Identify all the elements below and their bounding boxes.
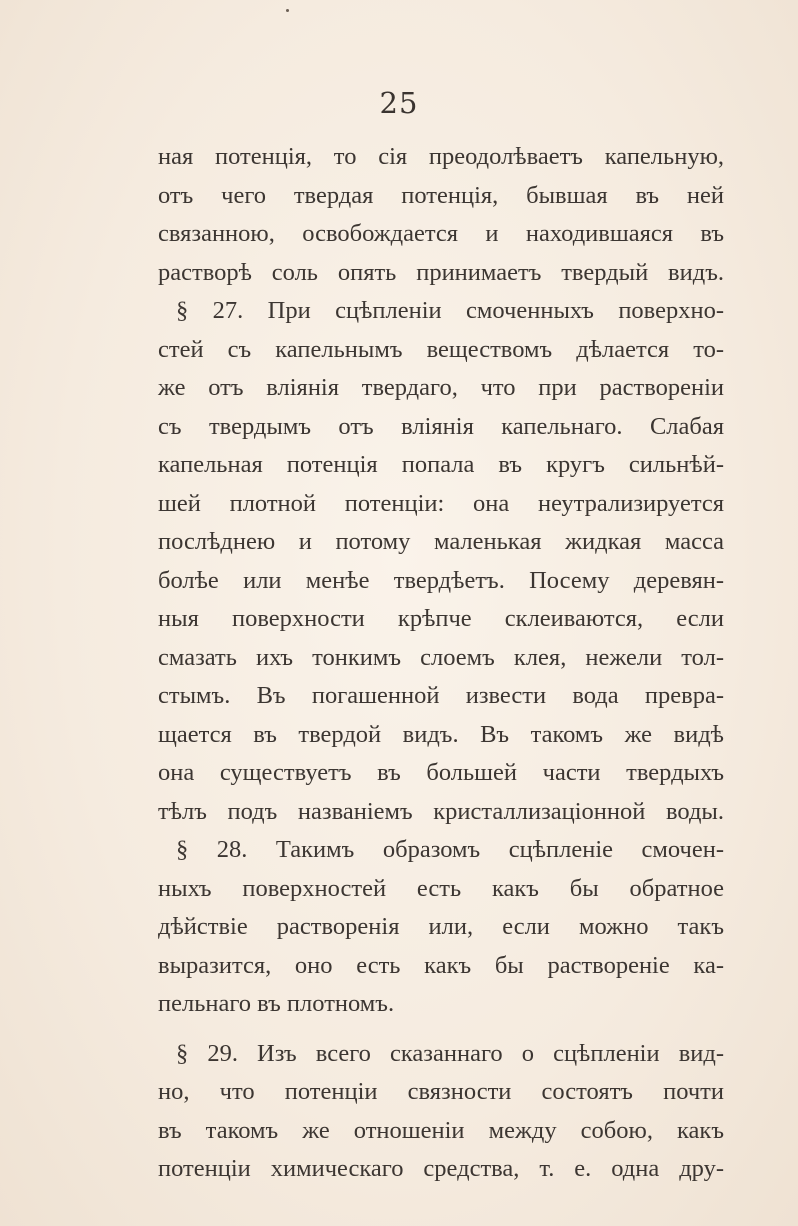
- text-line: тѣлъ подъ названіемъ кристаллизаціонной воды.: [158, 797, 724, 825]
- text-line: ная потенція, то сія преодолѣваетъ капельную,: [158, 143, 724, 170]
- body-text: [158, 138, 724, 1189]
- text-line: потенціи химическаго средства, т. е. одна дру-: [158, 1155, 724, 1182]
- text-line: въ такомъ же отношеніи между собою, какъ: [158, 1116, 724, 1144]
- text-line: же отъ вліянія твердаго, что при раствореніи: [158, 374, 724, 401]
- text-line: шей плотной потенціи: она неутрализируется: [158, 489, 724, 517]
- page-number: 25: [379, 86, 419, 120]
- section-28-heading-line: § 28. Такимъ образомъ сцѣпленіе смочен-: [176, 836, 724, 863]
- text-line: стей съ капельнымъ веществомъ дѣлается то-: [158, 335, 724, 363]
- text-line: отъ чего твердая потенція, бывшая въ ней: [158, 181, 724, 209]
- text-line: щается въ твердой видъ. Въ такомъ же видѣ: [158, 720, 724, 748]
- text-line: ныхъ поверхностей есть какъ бы обратное: [158, 874, 724, 902]
- section-27-heading-line: § 27. При сцѣпленіи смоченныхъ поверхно-: [176, 297, 724, 324]
- text-line: растворѣ соль опять принимаетъ твердый видъ.: [158, 258, 724, 286]
- text-line: послѣднею и потому маленькая жидкая масса: [158, 528, 724, 555]
- text-line: выразится, оно есть какъ бы раствореніе ка-: [158, 951, 724, 979]
- section-29-heading-line: § 29. Изъ всего сказаннаго о сцѣпленіи вид-: [176, 1039, 724, 1067]
- text-line: болѣе или менѣе твердѣетъ. Посему деревян-: [158, 566, 724, 594]
- print-speck: [286, 9, 289, 12]
- text-line: ныя поверхности крѣпче склеиваются, если: [158, 605, 724, 632]
- text-line: дѣйствіе растворенія или, если можно такъ: [158, 913, 724, 940]
- text-line: но, что потенціи связности состоятъ почти: [158, 1078, 724, 1105]
- text-line: связанною, освобождается и находившаяся въ: [158, 220, 724, 247]
- text-line: смазать ихъ тонкимъ слоемъ клея, нежели тол-: [158, 643, 724, 671]
- text-line: пельнаго въ плотномъ.: [158, 990, 395, 1017]
- text-line: съ твердымъ отъ вліянія капельнаго. Слабая: [158, 412, 724, 440]
- text-line: капельная потенція попала въ кругъ сильнѣй-: [158, 451, 724, 478]
- text-line: стымъ. Въ погашенной извести вода превра-: [158, 682, 724, 709]
- text-line: она существуетъ въ большей части твердыхъ: [158, 759, 724, 786]
